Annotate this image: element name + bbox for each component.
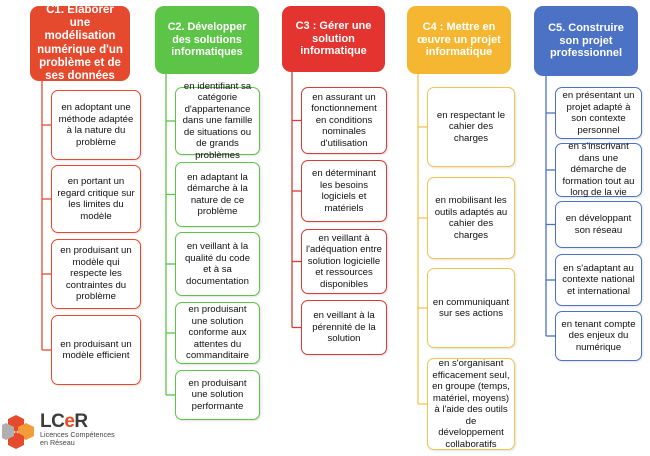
c5-item-1: en présentant un projet adapté à son contexte personnel: [555, 87, 642, 139]
header-c3: [282, 6, 385, 72]
c4-item-2: en mobilisant les outils adaptés au cahier des charges: [427, 177, 515, 259]
logo-text: [40, 412, 115, 447]
header-c2: [155, 6, 259, 74]
c3-item-2: en déterminant les besoins logiciels et matériels: [301, 160, 387, 222]
c1-item-4: en produisant un modèle efficient: [51, 315, 141, 385]
header-c5: [534, 6, 638, 76]
c1-item-3: en produisant un modèle qui respecte les contraintes du problème: [51, 239, 141, 309]
header-c4-title: C4 : Mettre en œuvre un projet informatique: [417, 21, 501, 59]
c2-item-4: en produisant une solution conforme aux attentes du commanditaire: [175, 302, 260, 364]
c3-item-4: en veillant à la pérennité de la solution: [301, 300, 387, 355]
c5-item-5: en tenant compte des enjeux du numérique: [555, 311, 642, 361]
header-c1-title: C1. Elaborer une modélisation numérique d'un problème et de ses données: [37, 3, 123, 82]
c2-item-3: en veillant à la qualité du code et à sa documentation: [175, 232, 260, 296]
header-c1: [30, 3, 130, 82]
header-c3-title: C3 : Gérer une solution informatique: [295, 20, 372, 58]
logo-brand: LCeR: [40, 411, 88, 432]
c5-item-4: en s'adaptant au contexte national et international: [555, 254, 642, 306]
header-c4: [407, 6, 511, 74]
c3-item-3: en veillant à l'adéquation entre solution logicielle et ressources disponibles: [301, 229, 387, 294]
header-c2-title: C2. Développer des solutions informatiques: [167, 21, 247, 59]
c2-item-2: en adaptant la démarche à la nature de ce problème: [175, 162, 260, 227]
c2-item-5: en produisant une solution performante: [175, 370, 260, 420]
c5-item-2: en s'inscrivant dans une démarche de formation tout au long de la vie: [555, 143, 642, 197]
c5-item-3: en développant son réseau: [555, 201, 642, 248]
c4-item-1: en respectant le cahier des charges: [427, 87, 515, 167]
c4-item-3: en communiquant sur ses actions: [427, 268, 515, 348]
c3-item-1: en assurant un fonctionnement en conditions nominales d'utilisation: [301, 87, 387, 154]
logo-line-2: en Réseau: [40, 438, 75, 447]
logo-line-1: Licences Compétences: [40, 430, 115, 439]
header-c5-title: C5. Construire son projet professionnel: [548, 22, 624, 60]
c1-item-2: en portant un regard critique sur les limites du modèle: [51, 165, 141, 233]
c1-item-1: en adoptant une méthode adaptée à la nature du problème: [51, 90, 141, 160]
c4-item-4: en s'organisant efficacement seul, en groupe (temps, matériel, moyens) à l'aide des outils de développement collaboratifs: [427, 358, 515, 450]
c2-item-1: en identifiant sa catégorie d'appartenance dans une famille de situations ou de grands problèmes: [175, 87, 260, 155]
